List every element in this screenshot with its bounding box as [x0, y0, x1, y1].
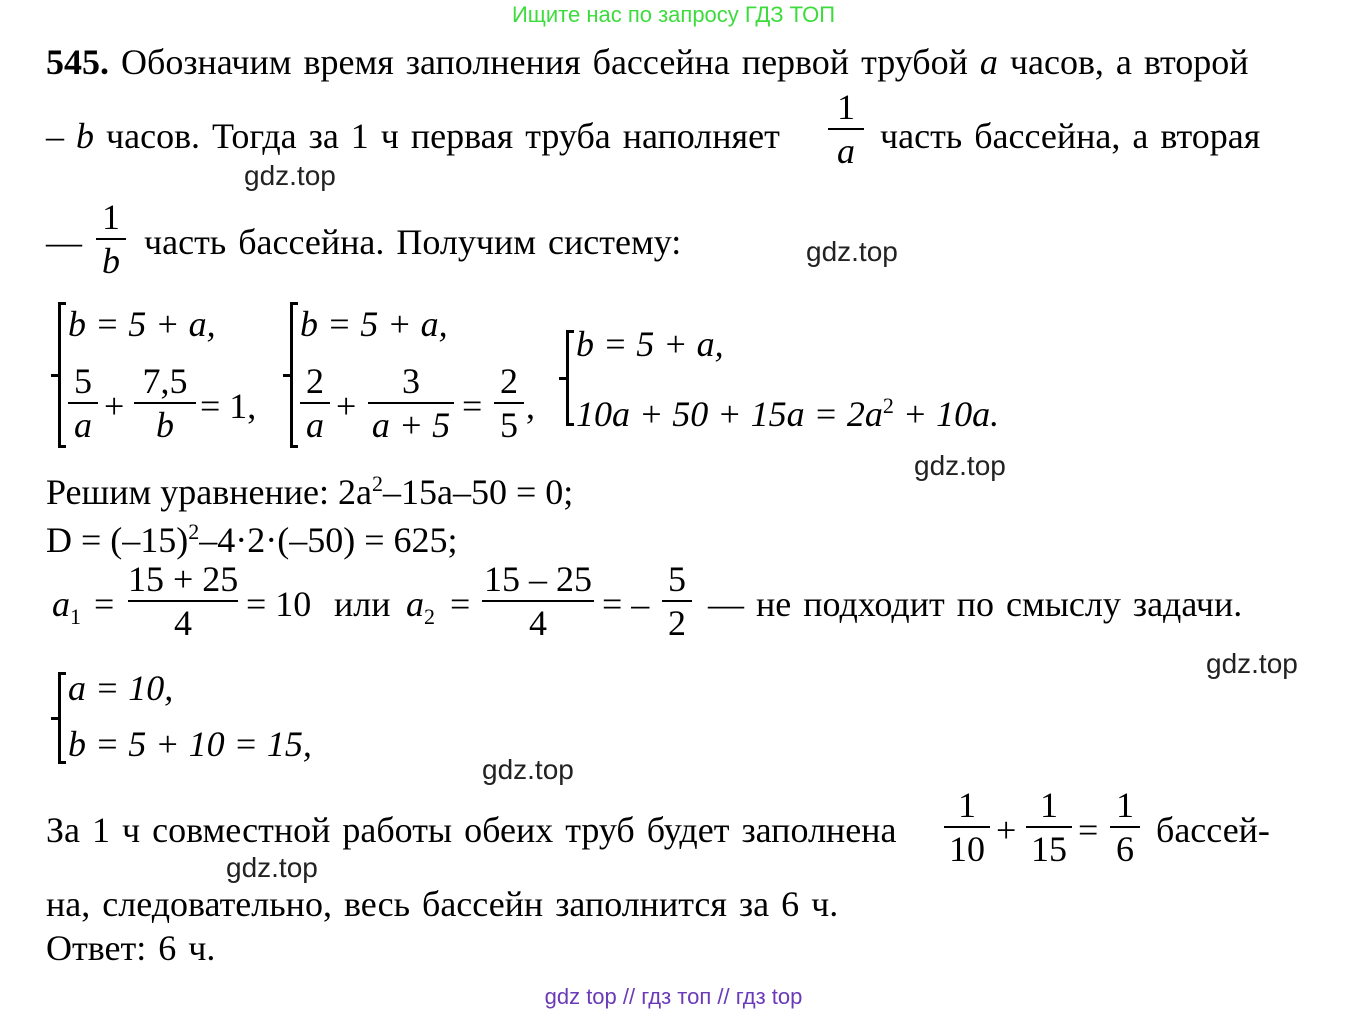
frac-bar: [1026, 826, 1072, 828]
system-1-brace: [58, 302, 61, 448]
answer: Ответ: 6 ч.: [46, 928, 216, 968]
system-1-frac-1: [68, 362, 98, 444]
frac-num: 1: [958, 785, 976, 825]
solve-line: [46, 464, 573, 512]
system-3-row-1: b = 5 + a,: [576, 324, 724, 364]
a1-var: a: [52, 584, 70, 624]
frac-den: 4: [529, 603, 547, 643]
exponent: 2: [188, 519, 200, 544]
frac-bar: [494, 402, 524, 404]
frac-den: b: [156, 405, 174, 445]
fraction-1-over-b: [96, 198, 126, 280]
system-2-frac-3: [494, 362, 524, 444]
frac-den: 15: [1031, 829, 1067, 869]
frac-den: a + 5: [371, 405, 451, 445]
solve-label: Решим уравнение: 2a: [46, 472, 373, 512]
frac-den: 6: [1116, 829, 1134, 869]
discriminant-line: [46, 512, 458, 560]
frac-den: 10: [949, 829, 985, 869]
root-a2: [406, 584, 435, 637]
frac-num: 2: [306, 361, 324, 401]
system-1-row-1: b = 5 + a,: [68, 304, 216, 344]
a2-var: a: [406, 584, 424, 624]
subscript: 2: [424, 604, 435, 630]
frac-num: 2: [500, 361, 518, 401]
together-line-2: на, следовательно, весь бассейн заполнится за 6 ч.: [46, 884, 839, 924]
together-eq: =: [1078, 810, 1099, 850]
dash: –: [46, 116, 64, 156]
text-l1: Обозначим время заполнения бассейна первой трубой: [121, 42, 968, 82]
problem-line-2: [46, 116, 780, 156]
frac-num: 1: [837, 87, 855, 127]
subscript: 1: [70, 604, 81, 630]
frac-den: 5: [500, 405, 518, 445]
frac-num: 15 + 25: [128, 559, 239, 599]
problem-line-1: [46, 42, 1249, 82]
frac-num: 5: [74, 361, 92, 401]
system-3-row-2-right: + 10a.: [893, 394, 1000, 434]
system-4-brace: [58, 672, 61, 764]
footer-links: gdz top // гдз топ // гдз top: [544, 984, 803, 1009]
var-b: b: [76, 116, 94, 156]
watermark: gdz.top: [226, 852, 318, 883]
watermark: gdz.top: [914, 450, 1006, 481]
together-text: За 1 ч совместной работы обеих труб будет заполнена: [46, 810, 897, 850]
text-l1-end: часов, а второй: [1009, 42, 1249, 82]
root-eq1: =: [94, 584, 115, 624]
exponent: 2: [882, 393, 894, 418]
frac-bar: [134, 402, 196, 404]
system-2-frac-1: [300, 362, 330, 444]
root-or: или: [334, 584, 391, 624]
system-1-eq: = 1,: [200, 386, 257, 426]
watermark: gdz.top: [1206, 648, 1298, 679]
root-note: — не подходит по смыслу задачи.: [708, 584, 1243, 624]
system-3-brace: [566, 330, 569, 426]
text-l3-end: часть бассейна. Получим систему:: [144, 222, 682, 262]
system-2-plus: +: [336, 386, 357, 426]
system-2-comma: ,: [526, 386, 535, 426]
frac-bar: [68, 402, 98, 404]
var-a: a: [979, 42, 998, 82]
system-3-row-2: [576, 386, 999, 434]
frac-den: 2: [668, 603, 686, 643]
solve-rest: –15a–50 = 0;: [383, 472, 574, 512]
exponent: 2: [372, 471, 384, 496]
system-4-row-1: a = 10,: [68, 668, 174, 708]
frac-num: 1: [102, 197, 120, 237]
frac-num: 1: [1116, 785, 1134, 825]
frac-den: 4: [174, 603, 192, 643]
together-frac-1: [944, 786, 990, 868]
system-2-eq: =: [462, 386, 483, 426]
frac-bar: [368, 402, 454, 404]
frac-bar: [482, 600, 594, 602]
together-frac-2: [1026, 786, 1072, 868]
root-a1: [52, 584, 81, 637]
root-eq3: = –: [602, 584, 650, 624]
frac-num: 3: [402, 361, 420, 401]
system-2-row-1: b = 5 + a,: [300, 304, 448, 344]
system-3-row-2-left: 10a + 50 + 15a = 2a: [576, 394, 883, 434]
top-banner: Ищите нас по запросу ГДЗ ТОП: [511, 2, 836, 27]
frac-num: 15 – 25: [484, 559, 592, 599]
frac-den: a: [837, 131, 855, 171]
root-eq2: =: [450, 584, 471, 624]
fraction-1-over-a: [828, 88, 864, 170]
frac-num: 1: [1040, 785, 1058, 825]
disc-rest: –4·2·(–50) = 625;: [199, 520, 458, 560]
frac-bar: [96, 238, 126, 240]
system-4-row-2: b = 5 + 10 = 15,: [68, 724, 312, 764]
frac-bar: [1110, 826, 1140, 828]
together-frac-3: [1110, 786, 1140, 868]
frac-bar: [828, 128, 864, 130]
root-frac-1: [128, 560, 238, 642]
root-frac-3: [662, 560, 692, 642]
frac-bar: [662, 600, 692, 602]
together-end: бассей-: [1156, 810, 1270, 850]
system-2-brace: [290, 302, 293, 448]
frac-bar: [300, 402, 330, 404]
system-1-frac-2: [134, 362, 196, 444]
frac-bar: [128, 600, 238, 602]
root-frac-2: [482, 560, 594, 642]
system-1-plus: +: [104, 386, 125, 426]
watermark: gdz.top: [806, 236, 898, 267]
frac-den: b: [102, 241, 120, 281]
system-2-frac-2: [368, 362, 454, 444]
problem-number: 545.: [46, 42, 109, 82]
frac-bar: [944, 826, 990, 828]
text-l2-end: часть бассейна, а вторая: [880, 116, 1261, 156]
frac-den: a: [306, 405, 324, 445]
frac-den: a: [74, 405, 92, 445]
watermark: gdz.top: [244, 160, 336, 191]
watermark: gdz.top: [482, 754, 574, 785]
together-plus: +: [996, 810, 1017, 850]
frac-num: 7,5: [142, 361, 188, 401]
dash-l3: —: [46, 222, 82, 262]
text-l2-mid: часов. Тогда за 1 ч первая труба наполняет: [106, 116, 780, 156]
disc-left: D = (–15): [46, 520, 189, 560]
root-res1: = 10: [246, 584, 312, 624]
frac-num: 5: [668, 559, 686, 599]
